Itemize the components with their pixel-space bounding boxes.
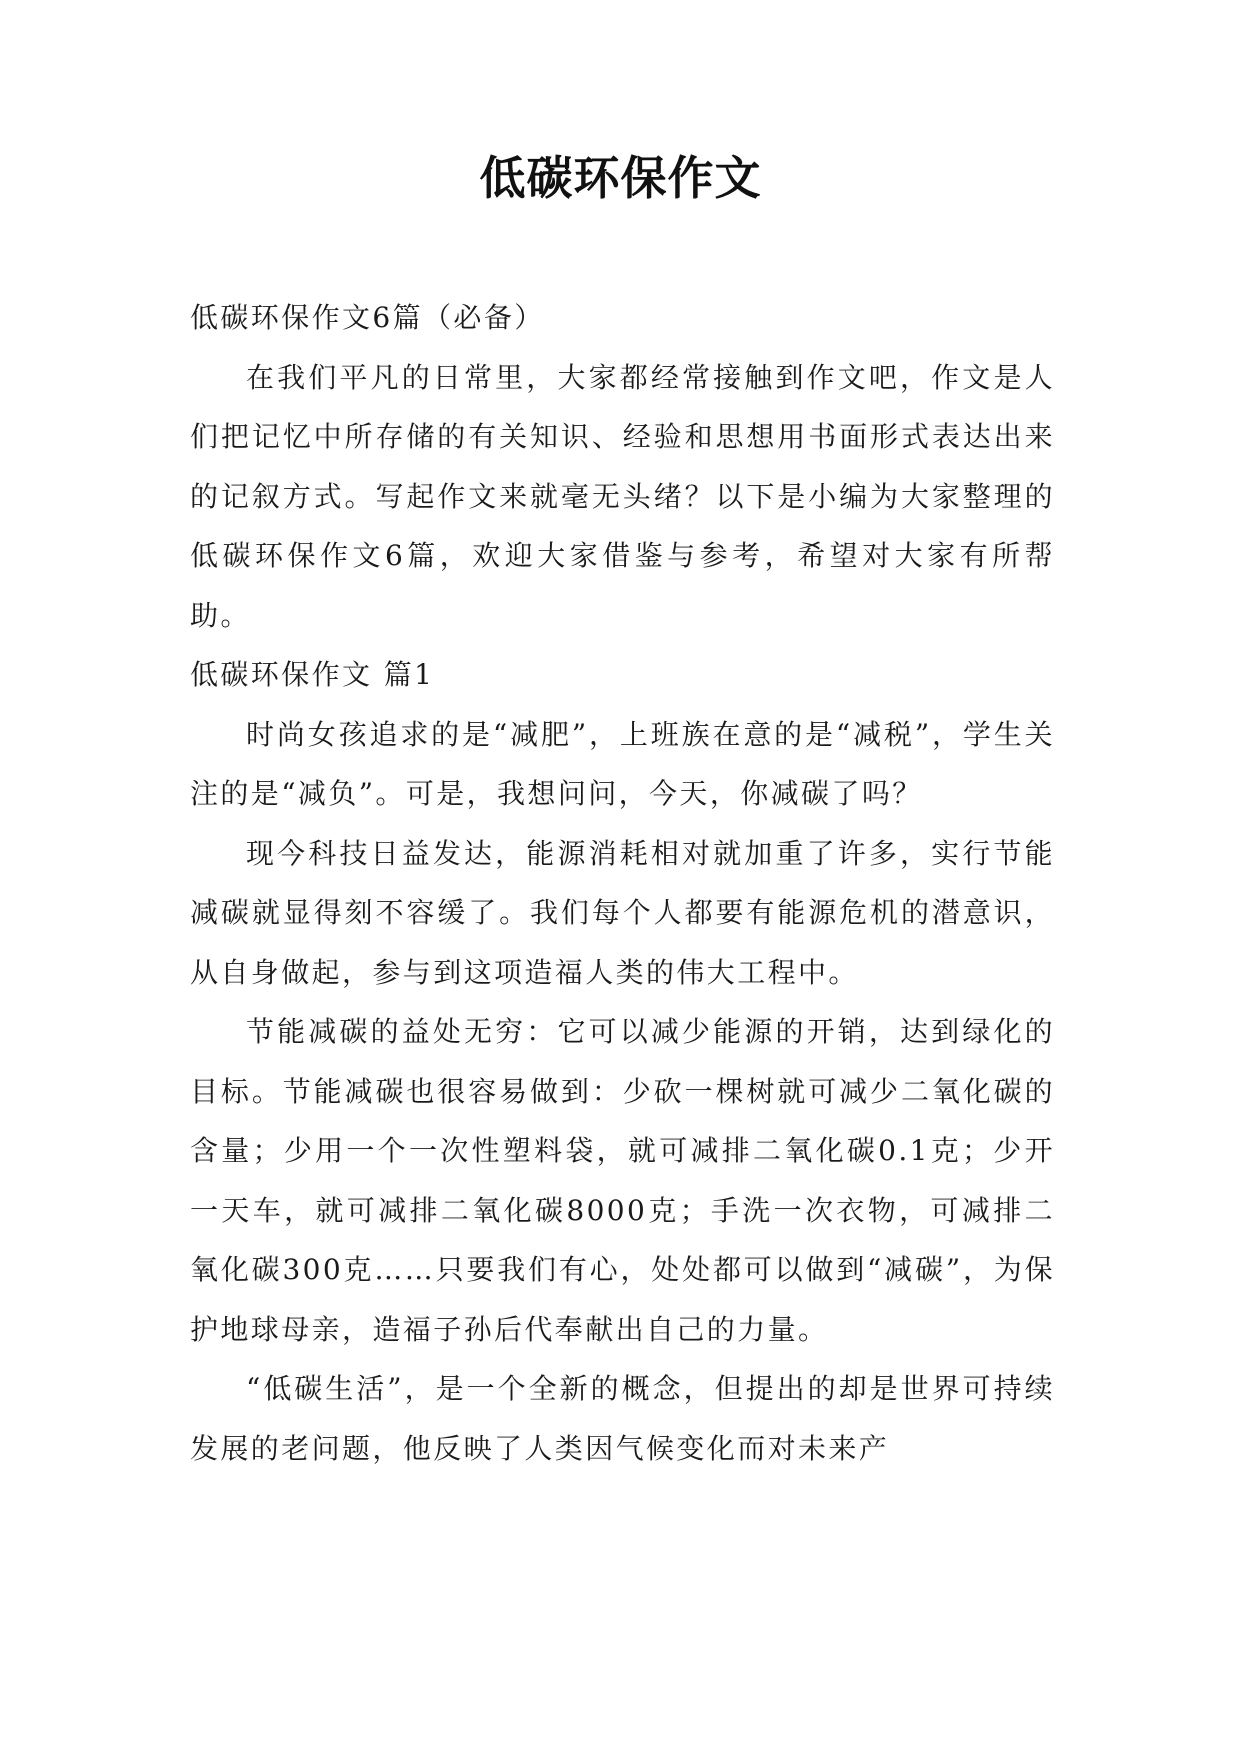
intro-paragraph: 在我们平凡的日常里，大家都经常接触到作文吧，作文是人们把记忆中所存储的有关知识、经验和思想用书面形式表达出来的记叙方式。写起作文来就毫无头绪？以下是小编为大家整理的低碳环保作文6篇，欢迎大家借鉴与参考，希望对大家有所帮助。 [190, 360, 1055, 632]
document-title: 低碳环保作文 [479, 151, 762, 205]
section-heading: 低碳环保作文 篇1 [190, 658, 435, 691]
essay-paragraph: 现今科技日益发达，能源消耗相对就加重了许多，实行节能减碳就显得刻不容缓了。我们每个人都要有能源危机的潜意识，从自身做起，参与到这项造福人类的伟大工程中。 [190, 836, 1055, 989]
essay-paragraph: 节能减碳的益处无穷：它可以减少能源的开销，达到绿化的目标。节能减碳也很容易做到：少砍一棵树就可减少二氧化碳的含量；少用一个一次性塑料袋，就可减排二氧化碳0.1克；少开一天车，就可减排二氧化碳8000克；手洗一次衣物，可减排二氧化碳300克……只要我们有心，处处都可以做到“减碳”，为保护地球母亲，造福子孙后代奉献出自己的力量。 [190, 1015, 1055, 1346]
document-body [190, 288, 1055, 1478]
essay-paragraph: “低碳生活”，是一个全新的概念，但提出的却是世界可持续发展的老问题，他反映了人类因气候变化而对未来产 [190, 1372, 1055, 1465]
essay-paragraph: 时尚女孩追求的是“减肥”，上班族在意的是“减税”，学生关注的是“减负”。可是，我想问问，今天，你减碳了吗？ [190, 717, 1055, 810]
essay-collection-subtitle: 低碳环保作文6篇（必备） [190, 301, 545, 334]
